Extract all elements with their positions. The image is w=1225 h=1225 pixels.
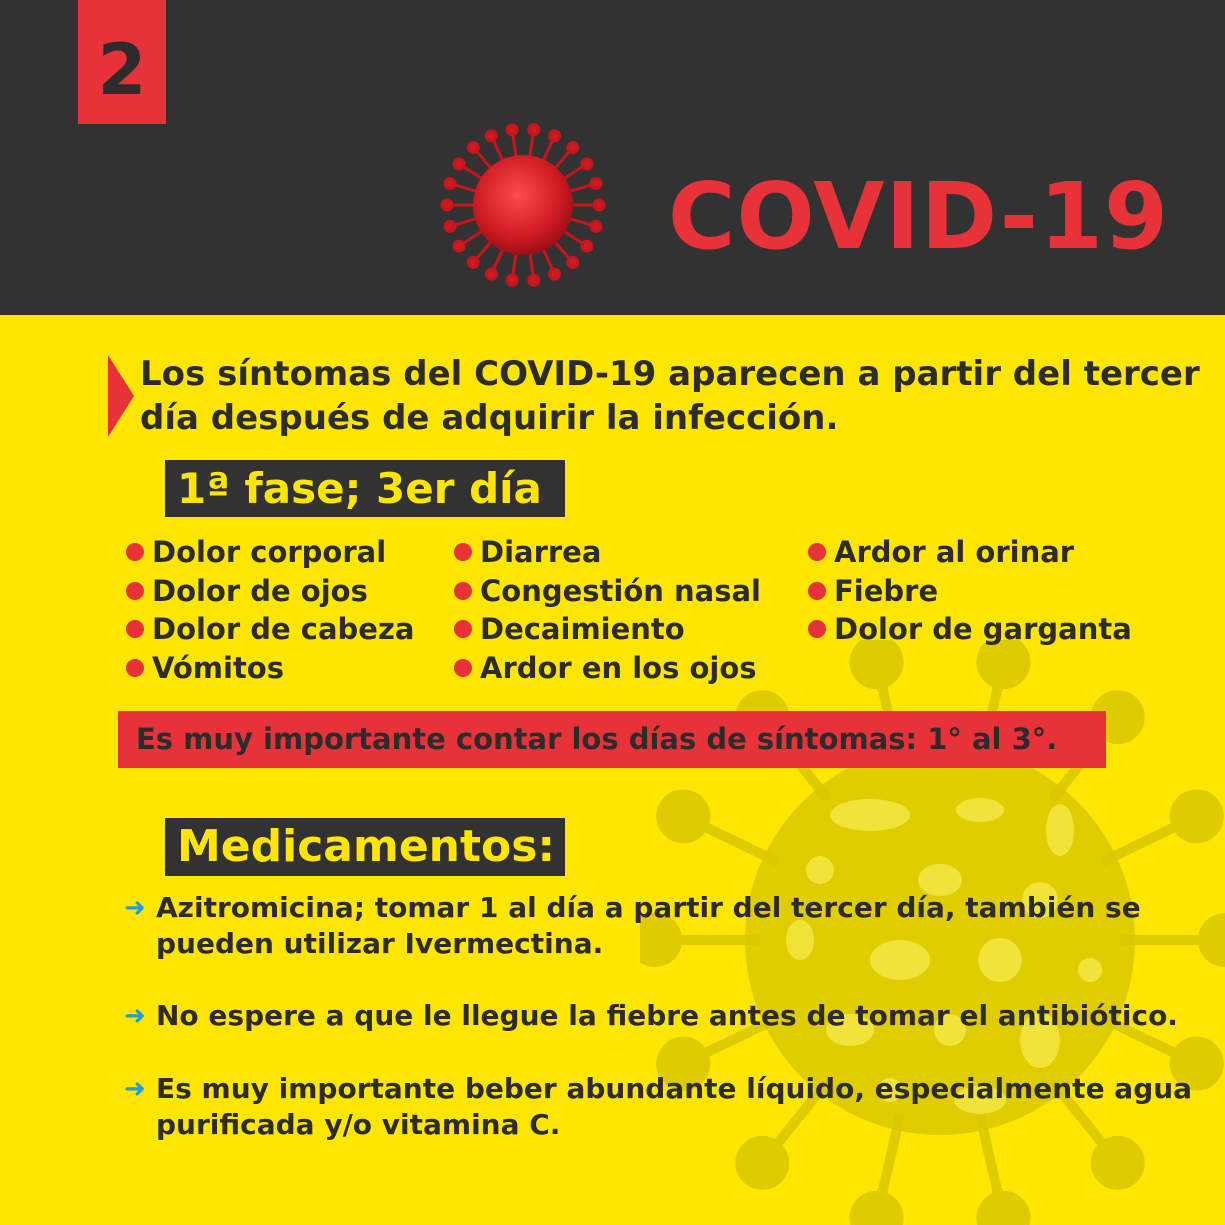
list-item: Congestión nasal (454, 572, 761, 611)
bullet-icon (454, 582, 472, 600)
symptoms-column-3 (808, 533, 1132, 649)
bullet-icon (454, 543, 472, 561)
bullet-icon (808, 620, 826, 638)
medication-item: ➜ Azitromicina; tomar 1 al día a partir del tercer día, también se pueden utilizar Ivermectina. (124, 891, 1141, 960)
bullet-icon (454, 659, 472, 677)
intro-pointer-icon (108, 355, 134, 437)
medications-label: Medicamentos: (165, 818, 565, 876)
bullet-icon (808, 543, 826, 561)
list-item: Vómitos (126, 649, 414, 688)
bullet-icon (126, 543, 144, 561)
bullet-icon (126, 620, 144, 638)
arrow-right-icon: ➜ (124, 893, 146, 923)
intro-text: Los síntomas del COVID-19 aparecen a partir del tercer día después de adquirir la infección. (140, 354, 1200, 438)
medication-item: ➜ Es muy importante beber abundante líquido, especialmente agua purificada y/o vitamina C. (124, 1072, 1193, 1141)
list-item: Dolor de garganta (808, 610, 1132, 649)
page-title: COVID-19 (668, 163, 1169, 270)
bullet-icon (454, 620, 472, 638)
page-number: 2 (78, 0, 166, 124)
medication-item: ➜ No espere a que le llegue la fiebre antes de tomar el antibiótico. (124, 999, 1178, 1032)
virus-icon (438, 120, 608, 290)
list-item: Dolor corporal (126, 533, 414, 572)
list-item: Fiebre (808, 572, 1132, 611)
bullet-icon (126, 659, 144, 677)
symptoms-column-1 (126, 533, 414, 687)
bullet-icon (126, 582, 144, 600)
symptoms-column-2 (454, 533, 761, 687)
list-item: Ardor en los ojos (454, 649, 761, 688)
list-item: Diarrea (454, 533, 761, 572)
list-item: Ardor al orinar (808, 533, 1132, 572)
arrow-right-icon: ➜ (124, 1074, 146, 1104)
list-item: Dolor de cabeza (126, 610, 414, 649)
important-note: Es muy importante contar los días de síntomas: 1° al 3°. (118, 711, 1106, 768)
list-item: Dolor de ojos (126, 572, 414, 611)
phase-label: 1ª fase; 3er día (165, 460, 565, 517)
bullet-icon (808, 582, 826, 600)
list-item: Decaimiento (454, 610, 761, 649)
arrow-right-icon: ➜ (124, 1001, 146, 1031)
